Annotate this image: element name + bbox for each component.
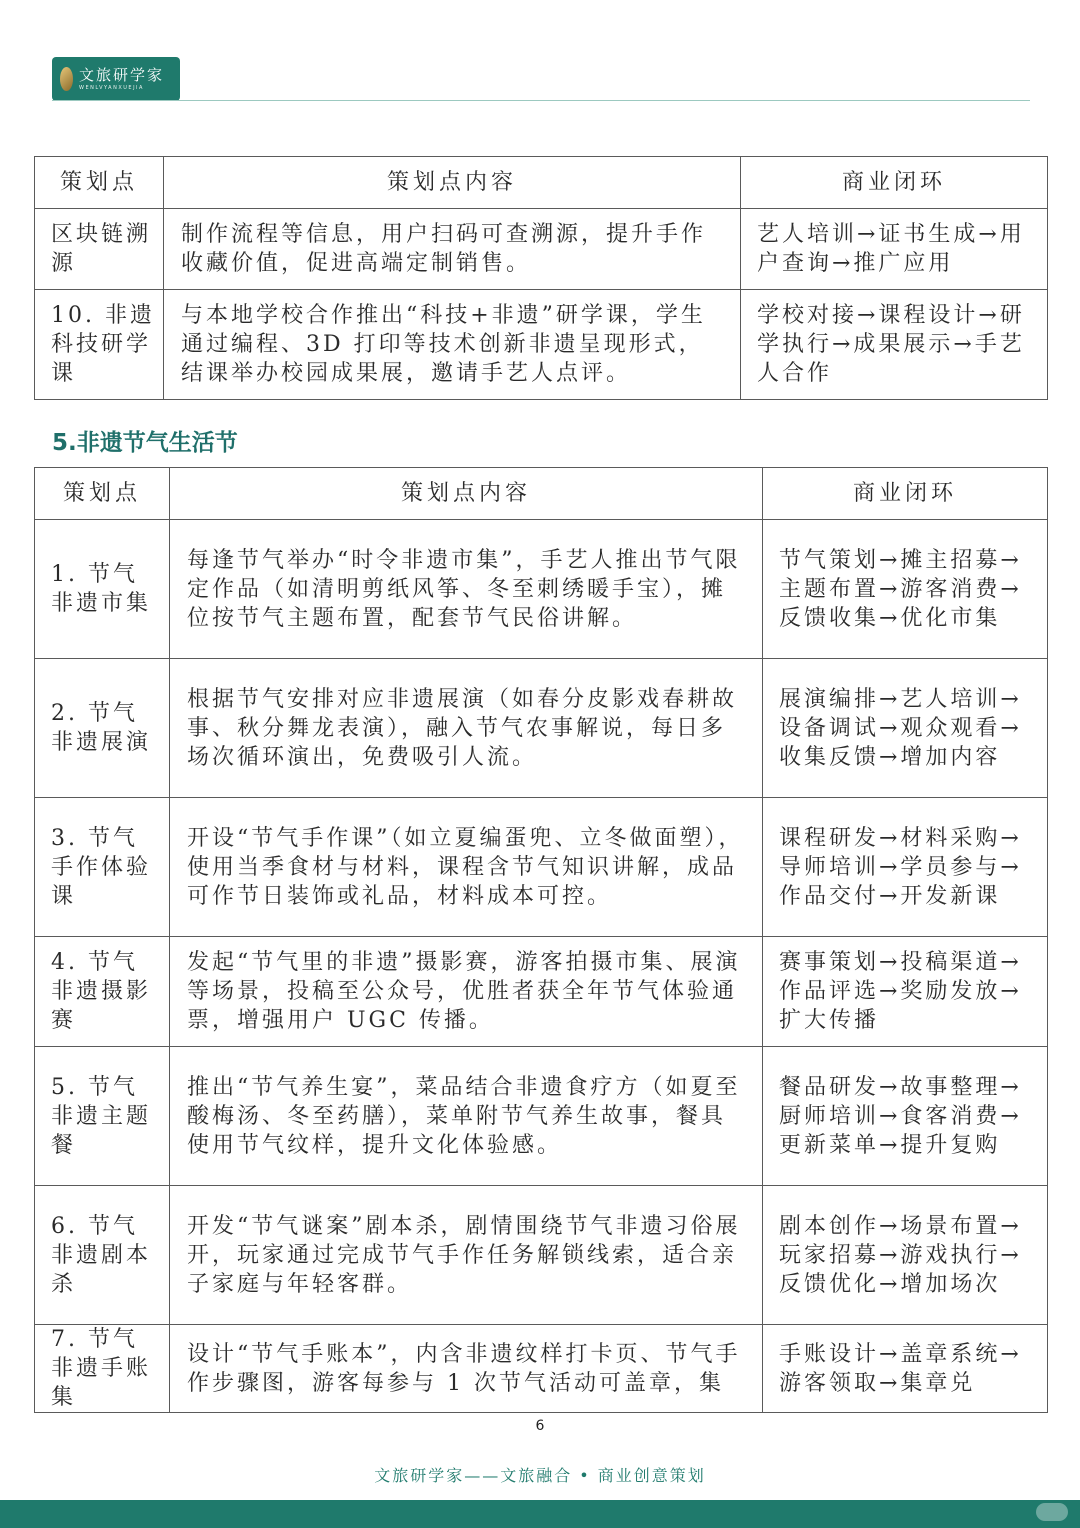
header-divider [52, 100, 1030, 101]
column-header-content: 策划点内容 [170, 468, 763, 520]
cell-loop: 学校对接→课程设计→研学执行→成果展示→手艺人合作 [741, 290, 1048, 400]
watermark-badge [1036, 1503, 1068, 1521]
table-row [35, 520, 1048, 659]
section-heading: 5.非遗节气生活节 [52, 430, 238, 456]
cell-loop: 展演编排→艺人培训→设备调试→观众观看→收集反馈→增加内容 [763, 659, 1048, 798]
cell-content: 推出“节气养生宴”，菜品结合非遗食疗方（如夏至酸梅汤、冬至药膳），菜单附节气养生故事，餐具使用节气纹样，提升文化体验感。 [170, 1047, 763, 1186]
logo-english-name: WENLVYANXUEJIA [79, 85, 144, 91]
footer-bar [0, 1500, 1080, 1528]
table-row [35, 937, 1048, 1047]
cell-loop: 手账设计→盖章系统→游客领取→集章兑 [763, 1325, 1048, 1413]
cell-point: 10. 非遗科技研学课 [35, 290, 164, 400]
cell-content: 开设“节气手作课”（如立夏编蛋兜、立冬做面塑），使用当季食材与材料，课程含节气知识讲解，成品可作节日装饰或礼品，材料成本可控。 [170, 798, 763, 937]
table-row [35, 1325, 1048, 1413]
cell-point: 4. 节气非遗摄影赛 [35, 937, 170, 1047]
planning-table-solar-terms [34, 467, 1048, 1413]
cell-content: 设计“节气手账本”，内含非遗纹样打卡页、节气手作步骤图，游客每参与 1 次节气活动可盖章，集 [170, 1325, 763, 1413]
cell-loop: 艺人培训→证书生成→用户查询→推广应用 [741, 209, 1048, 290]
table-row [35, 290, 1048, 400]
cell-point: 区块链溯源 [35, 209, 164, 290]
brand-logo [52, 57, 180, 101]
logo-chinese-name: 文旅研学家 [79, 66, 165, 84]
footer-slogan: 文旅研学家——文旅融合 • 商业创意策划 [374, 1466, 706, 1485]
cell-content: 发起“节气里的非遗”摄影赛，游客拍摄市集、展演等场景，投稿至公众号，优胜者获全年节气体验通票，增强用户 UGC 传播。 [170, 937, 763, 1047]
table-header-row [35, 468, 1048, 520]
table-row [35, 1186, 1048, 1325]
table-header-row [35, 157, 1048, 209]
cell-content: 每逢节气举办“时令非遗市集”，手艺人推出节气限定作品（如清明剪纸风筝、冬至刺绣暖手宝），摊位按节气主题布置，配套节气民俗讲解。 [170, 520, 763, 659]
cell-point: 3. 节气手作体验课 [35, 798, 170, 937]
table-row [35, 659, 1048, 798]
cell-content: 根据节气安排对应非遗展演（如春分皮影戏春耕故事、秋分舞龙表演），融入节气农事解说，每日多场次循环演出，免费吸引人流。 [170, 659, 763, 798]
table-row [35, 1047, 1048, 1186]
cell-content: 与本地学校合作推出“科技+非遗”研学课，学生通过编程、3D 打印等技术创新非遗呈现形式，结课举办校园成果展，邀请手艺人点评。 [164, 290, 741, 400]
table-row [35, 209, 1048, 290]
cell-loop: 赛事策划→投稿渠道→作品评选→奖励发放→扩大传播 [763, 937, 1048, 1047]
cell-point: 7. 节气非遗手账集 [35, 1325, 170, 1413]
column-header-point: 策划点 [35, 468, 170, 520]
cell-point: 6. 节气非遗剧本杀 [35, 1186, 170, 1325]
column-header-point: 策划点 [35, 157, 164, 209]
page-number: 6 [535, 1418, 545, 1434]
cell-content: 制作流程等信息，用户扫码可查溯源，提升手作收藏价值，促进高端定制销售。 [164, 209, 741, 290]
leaf-icon [60, 67, 73, 91]
cell-content: 开发“节气谜案”剧本杀，剧情围绕节气非遗习俗展开，玩家通过完成节气手作任务解锁线索，适合亲子家庭与年轻客群。 [170, 1186, 763, 1325]
planning-table-continued [34, 156, 1048, 400]
cell-loop: 课程研发→材料采购→导师培训→学员参与→作品交付→开发新课 [763, 798, 1048, 937]
cell-point: 2. 节气非遗展演 [35, 659, 170, 798]
cell-point: 5. 节气非遗主题餐 [35, 1047, 170, 1186]
column-header-loop: 商业闭环 [741, 157, 1048, 209]
cell-loop: 节气策划→摊主招募→主题布置→游客消费→反馈收集→优化市集 [763, 520, 1048, 659]
cell-point: 1. 节气非遗市集 [35, 520, 170, 659]
table-row [35, 798, 1048, 937]
cell-loop: 剧本创作→场景布置→玩家招募→游戏执行→反馈优化→增加场次 [763, 1186, 1048, 1325]
logo-text [79, 66, 164, 92]
column-header-loop: 商业闭环 [763, 468, 1048, 520]
cell-loop: 餐品研发→故事整理→厨师培训→食客消费→更新菜单→提升复购 [763, 1047, 1048, 1186]
column-header-content: 策划点内容 [164, 157, 741, 209]
